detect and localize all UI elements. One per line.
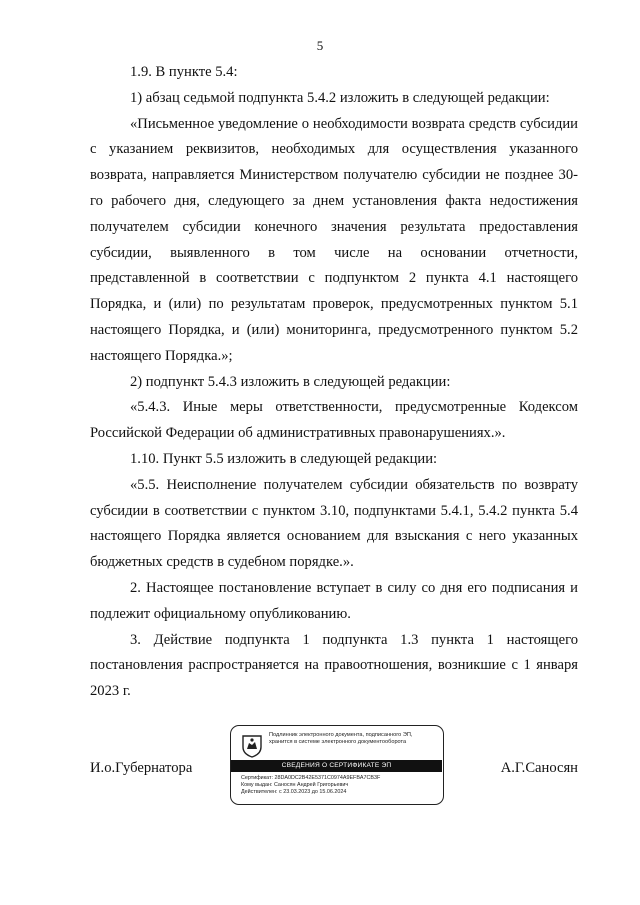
- paragraph: «5.5. Неисполнение получателем субсидии обязательств по возврату субсидии в соответствии с пунктом 3.10, подпунктами 5.4.1, 5.4.2 пункта 5.4 настоящего Порядка является основанием для взыскания с него указанных бюджетных средств в судебном порядке.».: [90, 476, 578, 571]
- paragraph: 2. Настоящее постановление вступает в силу со дня его подписания и подлежит официальному опубликованию.: [90, 579, 578, 622]
- certificate-number: Сертификат: 28DA0DC2B42E5371C0974A9EFBA7CB3F: [241, 775, 381, 781]
- paragraph: 1.10. Пункт 5.5 изложить в следующей редакции:: [130, 450, 438, 467]
- paragraph: «Письменное уведомление о необходимости возврата средств субсидии с указанием реквизитов, необходимых для осуществления указанного возврата, направляется Министерством получателю субсидии не позднее 30-го рабочего дня, следующего за днем установления факта недостижения получателем субсидии конечного значения результата предоставления субсидии, выявленного в том числе на основании отчетности, представленной в соответствии с подпунктом 2 пункта 4.1 настоящего Порядка, и (или) по результатам проверок, предусмотренных пунктом 5.1 настоящего Порядка, и (или) мониторинга, предусмотренного пунктом 5.2 настоящего Порядка.»;: [90, 115, 578, 364]
- paragraph: 3. Действие подпункта 1 подпункта 1.3 пункта 1 настоящего постановления распространяется на правоотношения, возникшие с 1 января 2023 г.: [90, 631, 578, 700]
- certificate-owner: Кому выдан: Саносян Андрей Григорьевич: [241, 782, 349, 788]
- stamp-banner: СВЕДЕНИЯ О СЕРТИФИКАТЕ ЭП: [231, 760, 442, 772]
- paragraph: 1) абзац седьмой подпункта 5.4.2 изложить в следующей редакции:: [130, 89, 550, 106]
- stamp-line: Подлинник электронного документа, подписанного ЭП,: [269, 732, 413, 738]
- stamp-header-text: [269, 732, 439, 746]
- paragraph: «5.4.3. Иные меры ответственности, предусмотренные Кодексом Российской Федерации об административных правонарушениях.».: [90, 399, 578, 442]
- document-body: [90, 60, 578, 705]
- paragraph: 2) подпункт 5.4.3 изложить в следующей редакции:: [130, 373, 451, 390]
- certificate-details: [241, 775, 437, 796]
- paragraph: 1.9. В пункте 5.4:: [130, 64, 238, 80]
- coat-of-arms-icon: [241, 734, 263, 758]
- page-number: 5: [316, 38, 324, 53]
- electronic-signature-stamp: [230, 725, 444, 805]
- stamp-line: хранится в системе электронного документооборота: [269, 739, 407, 745]
- signatory-title: И.о.Губернатора: [90, 760, 193, 776]
- signatory-name: А.Г.Саносян: [500, 760, 578, 776]
- certificate-validity: Действителен: с 23.03.2023 до 15.06.2024: [241, 789, 347, 795]
